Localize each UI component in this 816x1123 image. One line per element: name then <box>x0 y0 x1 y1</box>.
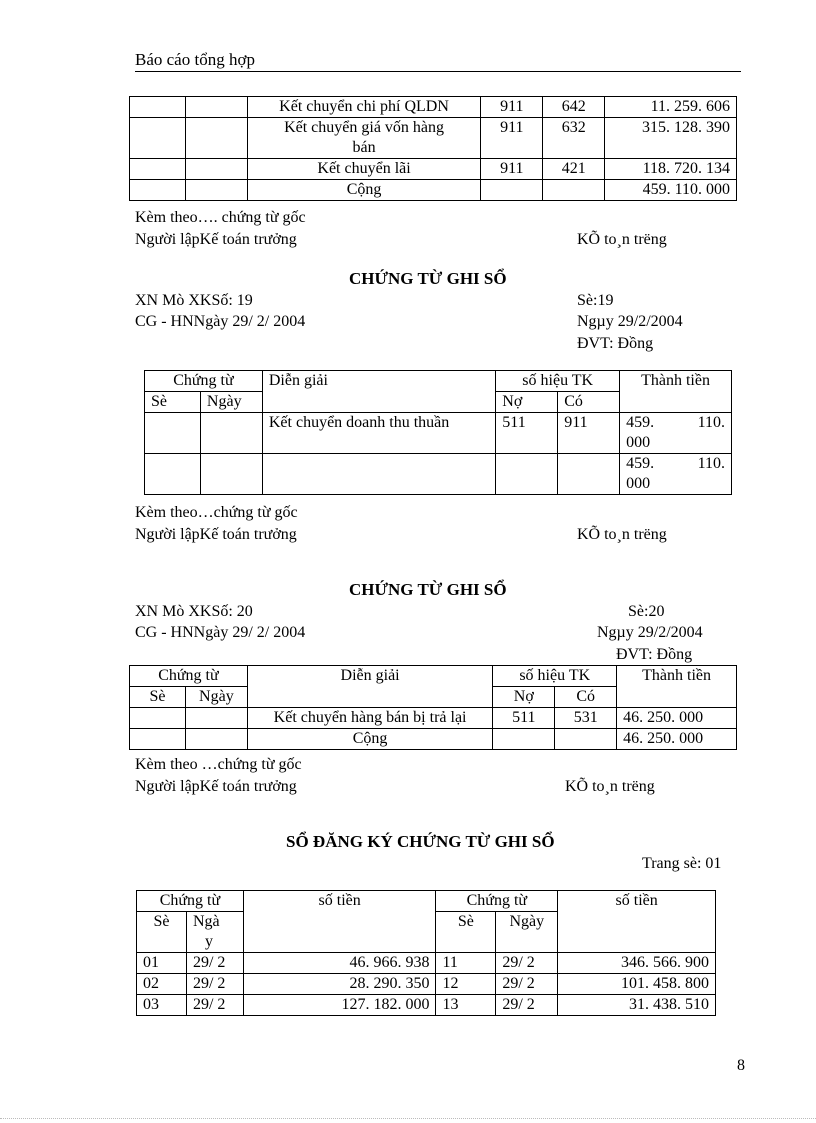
voucher-20-date: Ngµy 29/2/2004 <box>597 624 703 641</box>
date-header: Ngày <box>185 687 247 708</box>
director-signature-label: KÕ to¸n trëng <box>565 778 655 795</box>
director-signature-label: KÕ to¸n trëng <box>577 231 667 248</box>
voucher-19-title: CHỨNG TỪ GHI SỔ <box>349 269 507 288</box>
amount: 346. 566. 900 <box>558 953 716 974</box>
voucher-20-title: CHỨNG TỪ GHI SỔ <box>349 580 507 599</box>
number-header: Sè <box>145 392 201 413</box>
credit-header: Có <box>558 392 620 413</box>
amount: 28. 290. 350 <box>243 974 436 995</box>
credit-account: 632 <box>543 118 605 159</box>
table-row <box>145 413 732 454</box>
register-page-number: Trang sè: 01 <box>642 855 722 872</box>
debit-account: 911 <box>481 97 543 118</box>
row-description: Kết chuyển hàng bán bị trả lại <box>247 708 492 729</box>
voucher-19-branch-date: CG - HNNgày 29/ 2/ 2004 <box>135 313 306 330</box>
voucher-header: Chứng từ <box>130 666 248 687</box>
amount: 459. 110. 000 <box>620 413 732 454</box>
voucher-19-enterprise: XN Mò XKSố: 19 <box>135 292 253 309</box>
number-header: Sè <box>436 912 496 953</box>
table-row <box>137 953 716 974</box>
table-row <box>137 995 716 1016</box>
voucher-19-table <box>144 370 732 495</box>
closing-entries-table <box>129 96 737 201</box>
header-rule <box>135 71 741 72</box>
preparer-signature-label: Người lậpKế toán trưởng <box>135 778 297 795</box>
voucher-19-number: Sè:19 <box>577 292 614 309</box>
amount: 127. 182. 000 <box>243 995 436 1016</box>
account-header: số hiệu TK <box>496 371 620 392</box>
debit-account: 511 <box>493 708 555 729</box>
total-amount: 459. 110. 000 <box>620 454 732 495</box>
voucher-header: Chứng từ <box>436 891 558 912</box>
table-row <box>130 97 737 118</box>
preparer-signature-label: Người lậpKế toán trưởng <box>135 526 297 543</box>
voucher-date: 29/ 2 <box>496 995 558 1016</box>
voucher-number: 11 <box>436 953 496 974</box>
amount: 31. 438. 510 <box>558 995 716 1016</box>
amount-header: số tiền <box>558 891 716 953</box>
amount: 46. 966. 938 <box>243 953 436 974</box>
date-header: Ngà y <box>186 912 243 953</box>
voucher-number: 13 <box>436 995 496 1016</box>
amount-header: Thành tiền <box>620 371 732 413</box>
voucher-date: 29/ 2 <box>496 974 558 995</box>
amount: 46. 250. 000 <box>617 708 737 729</box>
row-description: Kết chuyển chi phí QLDN <box>247 97 481 118</box>
credit-account: 911 <box>558 413 620 454</box>
register-table <box>136 890 716 1016</box>
debit-account: 511 <box>496 413 558 454</box>
voucher-date: 29/ 2 <box>186 953 243 974</box>
date-header: Ngày <box>496 912 558 953</box>
table-row <box>130 159 737 180</box>
page-header-title: Báo cáo tổng hợp <box>135 50 255 69</box>
total-row <box>130 180 737 201</box>
director-signature-label: KÕ to¸n trëng <box>577 526 667 543</box>
row-description: Kết chuyển lãi <box>247 159 481 180</box>
account-header: số hiệu TK <box>493 666 617 687</box>
attachment-note: Kèm theo …chứng từ gốc <box>135 756 302 773</box>
total-row <box>145 454 732 495</box>
amount-header: Thành tiền <box>617 666 737 708</box>
register-title: SỔ ĐĂNG KÝ CHỨNG TỪ GHI SỔ <box>286 832 555 851</box>
credit-header: Có <box>555 687 617 708</box>
amount: 315. 128. 390 <box>605 118 737 159</box>
voucher-20-table <box>129 665 737 750</box>
description-header: Diễn giải <box>262 371 495 413</box>
voucher-20-number: Sè:20 <box>628 603 665 620</box>
voucher-header: Chứng từ <box>137 891 244 912</box>
voucher-header: Chứng từ <box>145 371 263 392</box>
debit-header: Nợ <box>493 687 555 708</box>
credit-account: 642 <box>543 97 605 118</box>
total-amount: 46. 250. 000 <box>617 729 737 750</box>
table-row <box>130 118 737 159</box>
date-header: Ngày <box>200 392 262 413</box>
voucher-number: 03 <box>137 995 187 1016</box>
total-label: Cộng <box>247 729 492 750</box>
voucher-20-enterprise: XN Mò XKSố: 20 <box>135 603 253 620</box>
page-number: 8 <box>737 1057 745 1074</box>
voucher-date: 29/ 2 <box>496 953 558 974</box>
table-row <box>130 708 737 729</box>
total-amount: 459. 110. 000 <box>605 180 737 201</box>
attachment-note: Kèm theo…chứng từ gốc <box>135 504 298 521</box>
number-header: Sè <box>130 687 186 708</box>
preparer-signature-label: Người lậpKế toán trưởng <box>135 231 297 248</box>
voucher-20-branch-date: CG - HNNgày 29/ 2/ 2004 <box>135 624 306 641</box>
voucher-19-unit: ĐVT: Đồng <box>577 335 654 352</box>
debit-account: 911 <box>481 159 543 180</box>
attachment-note: Kèm theo…. chứng từ gốc <box>135 209 306 226</box>
table-row <box>137 974 716 995</box>
voucher-number: 02 <box>137 974 187 995</box>
row-description: Kết chuyển doanh thu thuần <box>262 413 495 454</box>
amount: 11. 259. 606 <box>605 97 737 118</box>
voucher-19-date: Ngµy 29/2/2004 <box>577 313 683 330</box>
voucher-number: 01 <box>137 953 187 974</box>
description-header: Diễn giải <box>247 666 492 708</box>
credit-account: 531 <box>555 708 617 729</box>
total-row <box>130 729 737 750</box>
amount: 118. 720. 134 <box>605 159 737 180</box>
debit-header: Nợ <box>496 392 558 413</box>
debit-account: 911 <box>481 118 543 159</box>
total-label: Cộng <box>247 180 481 201</box>
row-description: Kết chuyển giá vốn hàng bán <box>247 118 481 159</box>
voucher-number: 12 <box>436 974 496 995</box>
voucher-20-unit: ĐVT: Đồng <box>616 646 693 663</box>
voucher-date: 29/ 2 <box>186 995 243 1016</box>
voucher-date: 29/ 2 <box>186 974 243 995</box>
credit-account: 421 <box>543 159 605 180</box>
page-bottom-border <box>0 1118 816 1119</box>
number-header: Sè <box>137 912 187 953</box>
amount-header: số tiền <box>243 891 436 953</box>
amount: 101. 458. 800 <box>558 974 716 995</box>
